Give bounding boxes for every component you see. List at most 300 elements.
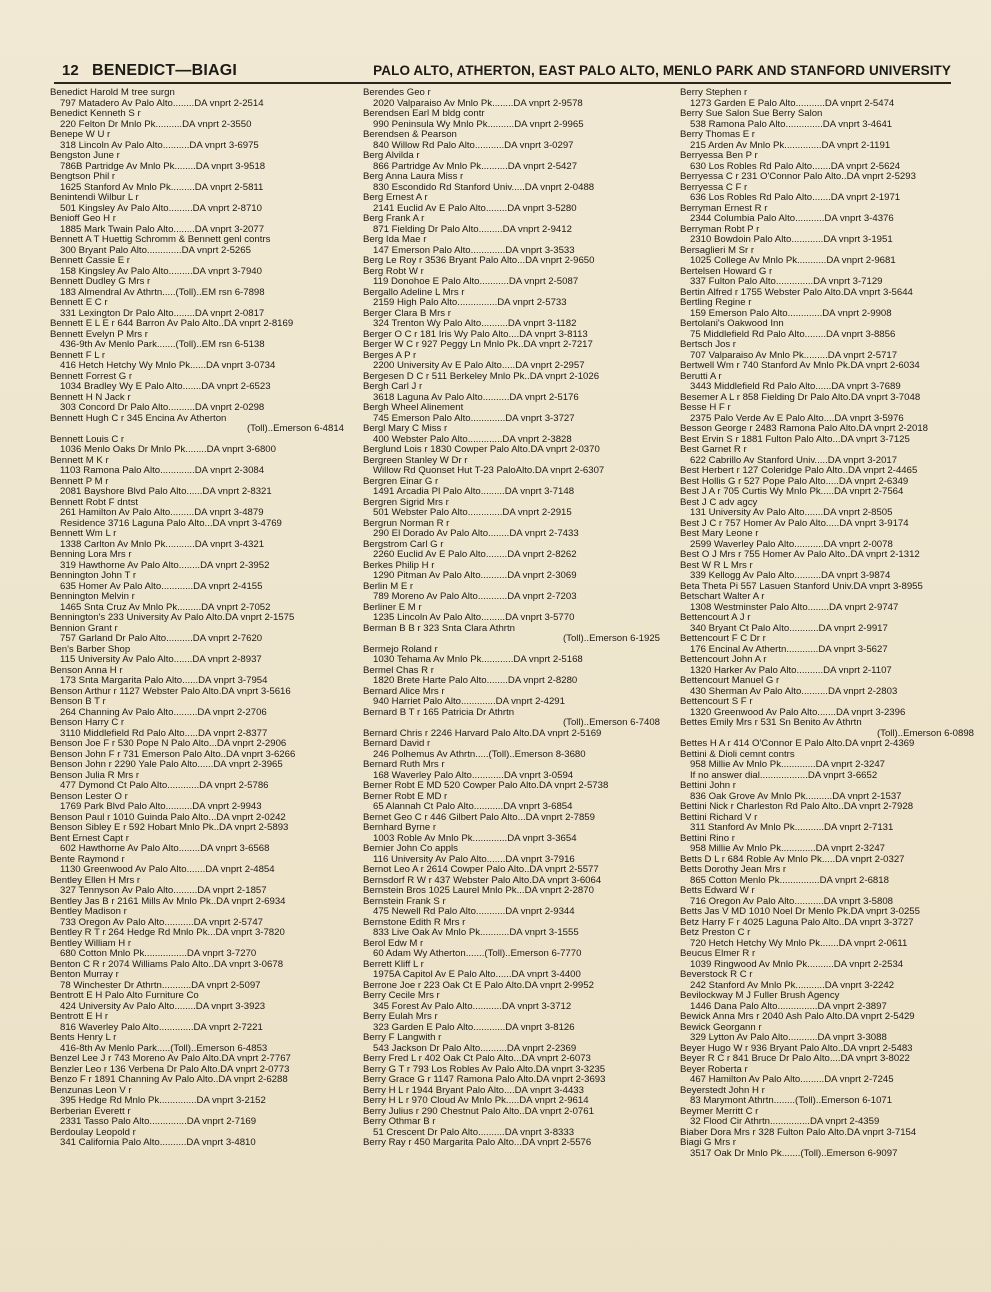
directory-line: 173 Snta Margarita Palo Alto......DA vnprt 3-7954 bbox=[60, 676, 268, 686]
directory-line: Benson Julia R Mrs r bbox=[50, 770, 140, 781]
directory-line: Bernard Ruth Mrs r bbox=[363, 760, 445, 770]
directory-line: Bennington's 233 University Av Palo Alto.DA vnprt 2-1575 bbox=[50, 613, 295, 623]
directory-line: 2344 Columbia Palo Alto...........DA vnprt 3-4376 bbox=[690, 214, 894, 224]
directory-line: Bettini Rino r bbox=[680, 833, 735, 844]
directory-line: Benzel Lee J r 743 Moreno Av Palo Alto.DA vnprt 2-7767 bbox=[50, 1054, 291, 1064]
directory-line: Best O J Mrs r 755 Homer Av Palo Alto..DA vnprt 2-1312 bbox=[680, 550, 920, 560]
directory-line: Best W R L Mrs r bbox=[680, 560, 753, 571]
directory-line: 303 Concord Dr Palo Alto..........DA vnprt 2-0298 bbox=[60, 403, 265, 413]
directory-line: 176 Encinal Av Athertn............DA vnprt 3-5627 bbox=[690, 644, 888, 655]
directory-line: 430 Sherman Av Palo Alto..........DA vnprt 2-2803 bbox=[690, 686, 898, 697]
directory-line: Biagi G Mrs r bbox=[680, 1138, 736, 1148]
page-header bbox=[54, 62, 951, 84]
directory-line: Bennett Hugh C r 345 Encina Av Atherton bbox=[50, 413, 227, 424]
directory-line: Benedict Harold M tree surgn bbox=[50, 88, 175, 98]
directory-line: Bennett Cassie E r bbox=[50, 256, 130, 266]
directory-line: Bettencourt Manuel G r bbox=[680, 676, 780, 686]
directory-line: 1290 Pitman Av Palo Alto..........DA vnprt 2-3069 bbox=[373, 571, 577, 581]
directory-line: Betts Edward W r bbox=[680, 886, 755, 896]
directory-line: Bernsdorf R W r 437 Webster Palo Alto.DA vnprt 3-6064 bbox=[363, 875, 602, 886]
directory-line: 1320 Harker Av Palo Alto..........DA vnprt 2-1107 bbox=[690, 665, 892, 676]
directory-line: Beyer Roberta r bbox=[680, 1064, 748, 1075]
directory-line: Bernard Alice Mrs r bbox=[363, 686, 445, 697]
directory-line: Bewick Georgann r bbox=[680, 1022, 762, 1033]
directory-line: 958 Millie Av Mnlo Pk.............DA vnprt 2-3247 bbox=[690, 760, 885, 770]
directory-line: Betschart Walter A r bbox=[680, 592, 765, 602]
directory-line: 290 El Dorado Av Palo Alto........DA vnprt 2-7433 bbox=[373, 529, 579, 539]
directory-line: 1820 Brete Harte Palo Alto........DA vnprt 2-8280 bbox=[373, 676, 578, 686]
directory-line: Bergh Wheel Alinement bbox=[363, 403, 464, 413]
directory-line: Bennett P M r bbox=[50, 476, 109, 487]
directory-line: Berry Fred L r 402 Oak Ct Palo Alto...DA vnprt 2-6073 bbox=[363, 1054, 591, 1064]
directory-line: Benson B T r bbox=[50, 697, 106, 707]
directory-line: Beta Theta Pi 557 Lasuen Stanford Univ.DA vnprt 3-8955 bbox=[680, 581, 923, 592]
directory-line: Berry Stephen r bbox=[680, 88, 748, 98]
directory-line: 246 Polhemus Av Athrtn.....(Toll)..Emerson 8-3680 bbox=[373, 749, 586, 760]
directory-line: Bennett Dudley G Mrs r bbox=[50, 277, 151, 287]
directory-line: Betz Harry F r 4025 Laguna Palo Alto..DA vnprt 3-3727 bbox=[680, 917, 914, 928]
directory-line: 327 Tennyson Av Palo Alto.........DA vnprt 2-1857 bbox=[60, 886, 267, 896]
directory-line: 840 Willow Rd Palo Alto...........DA vnprt 3-0297 bbox=[373, 140, 574, 151]
directory-line: Benson Sibley E r 592 Hobart Mnlo Pk..DA vnprt 2-5893 bbox=[50, 823, 289, 833]
directory-line: 1039 Ringwood Av Mnlo Pk..........DA vnprt 2-2534 bbox=[690, 959, 904, 970]
directory-line: Benzunas Leon V r bbox=[50, 1085, 132, 1096]
directory-line: 1769 Park Blvd Palo Alto..........DA vnprt 2-9943 bbox=[60, 802, 262, 812]
directory-line: (Toll)..Emerson 6-7408 bbox=[562, 718, 660, 728]
directory-line: Bennett Robt F dntst bbox=[50, 497, 138, 508]
column-2 bbox=[363, 88, 666, 1288]
directory-line: Bersaglieri M Sr r bbox=[680, 245, 755, 256]
directory-line: Bentley Ellen H Mrs r bbox=[50, 875, 141, 886]
directory-line: Bertolani's Oakwood Inn bbox=[680, 319, 784, 329]
directory-line: 2200 University Av E Palo Alto.....DA vnprt 2-2957 bbox=[373, 361, 585, 371]
directory-line: Berg Ernest A r bbox=[363, 193, 428, 203]
directory-line: Berry H L r 970 Cloud Av Mnlo Pk.....DA vnprt 2-9614 bbox=[363, 1096, 589, 1106]
directory-line: 324 Trenton Wy Palo Alto..........DA vnprt 3-1182 bbox=[373, 319, 577, 329]
directory-line: Bergallo Adeline L Mrs r bbox=[363, 287, 465, 298]
directory-line: Berry H L r 1944 Bryant Palo Alto....DA vnprt 3-4433 bbox=[363, 1085, 584, 1096]
directory-line: 436-9th Av Menlo Park.......(Toll)..EM rsn 6-5138 bbox=[60, 340, 265, 350]
directory-line: 2159 High Palo Alto...............DA vnprt 2-5733 bbox=[373, 298, 567, 308]
directory-line: 538 Ramona Palo Alto..............DA vnprt 3-4641 bbox=[690, 119, 893, 130]
directory-line: Berner Robt E MD r bbox=[363, 791, 448, 802]
directory-line: Best Mary Leone r bbox=[680, 529, 759, 539]
directory-line: Bennington Melvin r bbox=[50, 592, 135, 602]
directory-line: Bergh Carl J r bbox=[363, 382, 423, 392]
directory-line: 477 Dymond Ct Palo Alto............DA vnprt 2-5786 bbox=[60, 781, 269, 791]
directory-line: Bennett A T Huettig Schromm & Bennett genl contrs bbox=[50, 235, 271, 245]
directory-line: Bertwell Wm r 740 Stanford Av Mnlo Pk.DA vnprt 2-6034 bbox=[680, 361, 920, 371]
directory-line: 1273 Garden E Palo Alto...........DA vnprt 2-5474 bbox=[690, 98, 895, 109]
directory-line: 1625 Stanford Av Mnlo Pk.........DA vnprt 2-5811 bbox=[60, 182, 264, 193]
directory-line: 1491 Arcadia Pl Palo Alto.........DA vnprt 3-7148 bbox=[373, 487, 575, 497]
directory-line: Besse H F r bbox=[680, 403, 731, 413]
directory-line: Bevilockway M J Fuller Brush Agency bbox=[680, 991, 840, 1001]
directory-line: 475 Newell Rd Palo Alto...........DA vnprt 2-9344 bbox=[373, 907, 575, 917]
directory-line: 635 Homer Av Palo Alto............DA vnprt 2-4155 bbox=[60, 581, 263, 592]
directory-line: Berry Grace G r 1147 Ramona Palo Alto.DA vnprt 2-3693 bbox=[363, 1075, 606, 1085]
directory-line: 83 Marymont Athrtn........(Toll)..Emerson 6-1071 bbox=[690, 1096, 893, 1106]
directory-line: 115 University Av Palo Alto.......DA vnprt 2-8937 bbox=[60, 655, 262, 665]
directory-line: Benepe W U r bbox=[50, 130, 111, 140]
directory-line: Bentley Madison r bbox=[50, 907, 127, 917]
directory-line: Bertelsen Howard G r bbox=[680, 266, 773, 277]
directory-line: Bergren Einar G r bbox=[363, 476, 439, 487]
directory-line: 865 Cotton Menlo Pk...............DA vnprt 2-6818 bbox=[690, 875, 889, 886]
directory-line: Berol Edw M r bbox=[363, 938, 424, 949]
directory-line: 2260 Euclid Av E Palo Alto........DA vnprt 2-8262 bbox=[373, 550, 577, 560]
directory-line: 940 Harriet Palo Alto.............DA vnprt 2-4291 bbox=[373, 697, 565, 707]
directory-line: Berrett Kliff L r bbox=[363, 959, 424, 970]
directory-line: 1034 Bradley Wy E Palo Alto.......DA vnprt 2-6523 bbox=[60, 382, 271, 392]
directory-line: Benson Anna H r bbox=[50, 665, 123, 676]
directory-line: Bettini John r bbox=[680, 781, 736, 791]
directory-line: 1338 Carlton Av Mnlo Pk...........DA vnprt 3-4321 bbox=[60, 539, 265, 550]
directory-line: 836 Oak Grove Av Mnlo Pk..........DA vnprt 2-1537 bbox=[690, 791, 902, 802]
directory-line: 329 Lytton Av Palo Alto...........DA vnprt 3-3088 bbox=[690, 1033, 887, 1043]
directory-line: Benioff Geo H r bbox=[50, 214, 116, 224]
directory-line: Bennion Grant r bbox=[50, 623, 118, 634]
directory-line: Berman B B r 323 Snta Clara Athrtn bbox=[363, 623, 515, 634]
directory-line: 168 Waverley Palo Alto............DA vnprt 3-0594 bbox=[373, 770, 574, 781]
directory-line: 65 Alannah Ct Palo Alto...........DA vnprt 3-6854 bbox=[373, 802, 573, 812]
directory-line: 866 Partridge Av Mnlo Pk..........DA vnprt 2-5427 bbox=[373, 161, 578, 172]
directory-line: 797 Matadero Av Palo Alto........DA vnprt 2-2514 bbox=[60, 98, 264, 109]
directory-line: 1036 Menlo Oaks Dr Mnlo Pk........DA vnprt 3-6800 bbox=[60, 445, 276, 455]
directory-line: Berry Julius r 290 Chestnut Palo Alto..DA vnprt 2-0761 bbox=[363, 1106, 594, 1117]
directory-line: Bernard B T r 165 Patricia Dr Athrtn bbox=[363, 707, 515, 718]
directory-line: 1103 Ramona Palo Alto.............DA vnprt 2-3084 bbox=[60, 466, 265, 476]
directory-line: Benedict Kenneth S r bbox=[50, 109, 141, 119]
name-range: BENEDICT—BIAGI bbox=[92, 62, 238, 79]
directory-line: Bentrott E H r bbox=[50, 1012, 109, 1022]
directory-line: Berdoulay Leopold r bbox=[50, 1127, 136, 1138]
directory-line: Beymer Merritt C r bbox=[680, 1106, 759, 1117]
directory-line: 630 Los Robles Rd Palo Alto.......DA vnprt 2-5624 bbox=[690, 161, 901, 172]
directory-line: 830 Escondido Rd Stanford Univ.....DA vnprt 2-0488 bbox=[373, 182, 595, 193]
directory-line: 680 Cotton Mnlo Pk................DA vnprt 3-7270 bbox=[60, 949, 257, 959]
directory-line: Best Herbert r 127 Coleridge Palo Alto..DA vnprt 2-4465 bbox=[680, 466, 918, 476]
directory-line: 958 Millie Av Mnlo Pk.............DA vnprt 2-3247 bbox=[690, 844, 885, 854]
directory-line: Bentrott E H Palo Alto Furniture Co bbox=[50, 991, 199, 1001]
directory-line: Bentley William H r bbox=[50, 938, 132, 949]
directory-line: Berg Ida Mae r bbox=[363, 235, 427, 245]
directory-line: (Toll)..Emerson 6-0898 bbox=[876, 728, 974, 739]
directory-line: 345 Forest Av Palo Alto...........DA vnprt 3-3712 bbox=[373, 1001, 572, 1012]
directory-line: Berberian Everett r bbox=[50, 1106, 131, 1117]
directory-line: Bertin Alfred r 1755 Webster Palo Alto.DA vnprt 3-5644 bbox=[680, 287, 913, 298]
directory-line: 467 Hamilton Av Palo Alto.........DA vnprt 2-7245 bbox=[690, 1075, 894, 1085]
directory-line: Berg Anna Laura Miss r bbox=[363, 172, 464, 182]
page-number: 12 bbox=[62, 62, 79, 79]
directory-line: 32 Flood Cir Athrtn...............DA vnprt 2-4359 bbox=[690, 1117, 880, 1127]
directory-line: Bettini Richard V r bbox=[680, 812, 758, 823]
directory-line: 339 Kellogg Av Palo Alto..........DA vnprt 3-9874 bbox=[690, 571, 891, 581]
directory-line: Bernard Chris r 2246 Harvard Palo Alto.DA vnprt 2-5169 bbox=[363, 728, 602, 739]
directory-line: Bernstein Bros 1025 Laurel Mnlo Pk...DA vnprt 2-2870 bbox=[363, 886, 594, 896]
directory-line: Bergstrom Carl G r bbox=[363, 539, 444, 550]
directory-line: 789 Moreno Av Palo Alto...........DA vnprt 2-7203 bbox=[373, 592, 577, 602]
directory-line: Biaber Dora Mrs r 328 Fulton Palo Alto.DA vnprt 3-7154 bbox=[680, 1127, 917, 1138]
directory-line: Berry Sue Salon Sue Berry Salon bbox=[680, 109, 823, 119]
directory-line: Berrone Joe r 223 Oak Ct E Palo Alto.DA vnprt 2-9952 bbox=[363, 980, 594, 991]
directory-line: Benson Harry C r bbox=[50, 718, 125, 728]
directory-line: 147 Emerson Palo Alto.............DA vnprt 3-3533 bbox=[373, 245, 575, 256]
directory-line: Bewick Anna Mrs r 2040 Ash Palo Alto.DA vnprt 2-5429 bbox=[680, 1012, 915, 1022]
directory-line: Beyer R C r 841 Bruce Dr Palo Alto....DA vnprt 3-8022 bbox=[680, 1054, 910, 1064]
directory-line: Bettencourt S F r bbox=[680, 697, 753, 707]
directory-line: Besson George r 2483 Ramona Palo Alto.DA vnprt 2-2018 bbox=[680, 424, 928, 434]
directory-line: 1025 College Av Mnlo Pk...........DA vnprt 2-9681 bbox=[690, 256, 896, 266]
directory-line: 1465 Snta Cruz Av Mnlo Pk.........DA vnprt 2-7052 bbox=[60, 602, 271, 613]
directory-line: Benson John F r 731 Emerson Palo Alto..DA vnprt 3-6266 bbox=[50, 749, 296, 760]
directory-line: 78 Winchester Dr Athrtn...........DA vnprt 2-5097 bbox=[60, 980, 261, 991]
directory-line: 816 Waverley Palo Alto.............DA vnprt 2-7221 bbox=[60, 1022, 263, 1033]
directory-line: Berry Cecile Mrs r bbox=[363, 991, 440, 1001]
directory-line: 400 Webster Palo Alto.............DA vnprt 2-3828 bbox=[373, 434, 572, 445]
directory-line: 2081 Bayshore Blvd Palo Alto......DA vnprt 2-8321 bbox=[60, 487, 272, 497]
directory-line: Bennett E C r bbox=[50, 298, 108, 308]
directory-line: Benton C R r 2074 Williams Palo Alto..DA vnprt 3-0678 bbox=[50, 959, 284, 970]
directory-line: Best J C adv agcy bbox=[680, 497, 758, 508]
directory-line: Bertling Regine r bbox=[680, 298, 752, 308]
directory-line: 2020 Valparaiso Av Mnlo Pk........DA vnprt 2-9578 bbox=[373, 98, 583, 109]
directory-line: 745 Emerson Palo Alto.............DA vnprt 3-3727 bbox=[373, 413, 575, 424]
directory-line: Berry Thomas E r bbox=[680, 130, 755, 140]
directory-line: Berryman Ernest R r bbox=[680, 203, 768, 214]
directory-line: Bentley Jas B r 2161 Mills Av Mnlo Pk..DA vnprt 2-6934 bbox=[50, 896, 286, 907]
directory-line: 159 Emerson Palo Alto.............DA vnprt 2-9908 bbox=[690, 308, 892, 319]
directory-line: Bernot Leo A r 2614 Cowper Palo Alto..DA vnprt 2-5577 bbox=[363, 865, 599, 875]
directory-line: 3618 Laguna Av Palo Alto..........DA vnprt 2-5176 bbox=[373, 392, 579, 403]
directory-line: Berendsen & Pearson bbox=[363, 130, 457, 140]
directory-line: Bennett Wm L r bbox=[50, 529, 117, 539]
directory-line: Benson Lester O r bbox=[50, 791, 128, 802]
directory-line: Berry G T r 793 Los Robles Av Palo Alto.DA vnprt 3-3235 bbox=[363, 1064, 606, 1075]
directory-line: 757 Garland Dr Palo Alto..........DA vnprt 2-7620 bbox=[60, 634, 263, 644]
directory-line: Berryessa C r 231 O'Connor Palo Alto..DA vnprt 2-5293 bbox=[680, 172, 916, 182]
directory-line: 51 Crescent Dr Palo Alto..........DA vnprt 3-8333 bbox=[373, 1127, 575, 1138]
directory-line: Bents Henry L r bbox=[50, 1033, 117, 1043]
directory-line: 340 Bryant Ct Palo Alto...........DA vnprt 2-9917 bbox=[690, 623, 888, 634]
directory-line: 395 Hedge Rd Mnlo Pk..............DA vnprt 3-2152 bbox=[60, 1096, 266, 1106]
directory-line: Berger O C r 181 Iris Wy Palo Alto....DA vnprt 3-8113 bbox=[363, 329, 588, 340]
directory-line: 341 California Palo Alto..........DA vnprt 3-4810 bbox=[60, 1138, 256, 1148]
directory-line: 3443 Middlefield Rd Palo Alto......DA vnprt 3-7689 bbox=[690, 382, 901, 392]
directory-line: 716 Oregon Av Palo Alto...........DA vnprt 3-5808 bbox=[690, 896, 894, 907]
directory-line: 183 Almendral Av Athrtn.....(Toll)..EM rsn 6-7898 bbox=[60, 287, 265, 298]
directory-line: Bergl Mary C Miss r bbox=[363, 424, 448, 434]
directory-line: 2310 Bowdoin Palo Alto............DA vnprt 3-1951 bbox=[690, 235, 893, 245]
directory-line: 501 Kingsley Av Palo Alto.........DA vnprt 2-8710 bbox=[60, 203, 262, 214]
directory-line: 215 Arden Av Mnlo Pk..............DA vnprt 2-1191 bbox=[690, 140, 891, 151]
directory-line: 311 Stanford Av Mnlo Pk...........DA vnprt 2-7131 bbox=[690, 823, 894, 833]
directory-line: Benson Joe F r 530 Pope N Palo Alto...DA vnprt 2-2906 bbox=[50, 739, 287, 749]
directory-line: Bennington John T r bbox=[50, 571, 137, 581]
column-3 bbox=[680, 88, 980, 1288]
directory-line: Berglund Lois r 1830 Cowper Palo Alto.DA vnprt 2-0370 bbox=[363, 445, 600, 455]
directory-line: Bettencourt John A r bbox=[680, 655, 767, 665]
directory-line: Bennett Forrest G r bbox=[50, 371, 133, 382]
column-1 bbox=[50, 88, 350, 1288]
directory-line: Residence 3716 Laguna Palo Alto...DA vnprt 3-4769 bbox=[60, 518, 282, 529]
directory-line: Berutti A r bbox=[680, 371, 722, 382]
directory-line: Benzler Leo r 136 Verbena Dr Palo Alto.DA vnprt 2-0773 bbox=[50, 1064, 290, 1075]
directory-line: Best Hollis G r 527 Pope Palo Alto.....DA vnprt 2-6349 bbox=[680, 476, 909, 487]
directory-line: Bernier John Co appls bbox=[363, 844, 458, 854]
directory-line: 2599 Waverley Palo Alto...........DA vnprt 2-0078 bbox=[690, 539, 893, 550]
directory-line: Berryman Robt P r bbox=[680, 224, 760, 235]
directory-line: 300 Bryant Palo Alto.............DA vnprt 2-5265 bbox=[60, 245, 251, 256]
directory-line: 3110 Middlefield Rd Palo Alto.....DA vnprt 2-8377 bbox=[60, 728, 268, 739]
directory-line: Bergesen D C r 511 Berkeley Mnlo Pk..DA vnprt 2-1026 bbox=[363, 371, 600, 382]
directory-line: 1003 Roble Av Mnlo Pk.............DA vnprt 3-3654 bbox=[373, 833, 577, 844]
directory-line: Benson Arthur r 1127 Webster Palo Alto.DA vnprt 3-5616 bbox=[50, 686, 291, 697]
directory-line: 1235 Lincoln Av Palo Alto.........DA vnprt 3-5770 bbox=[373, 613, 575, 623]
directory-line: Bente Raymond r bbox=[50, 854, 125, 865]
directory-line: Bertsch Jos r bbox=[680, 340, 736, 350]
directory-line: Bettes Emily Mrs r 531 Sn Benito Av Athrtn bbox=[680, 718, 862, 728]
directory-line: Berkes Philip H r bbox=[363, 560, 435, 571]
directory-line: Bermejo Roland r bbox=[363, 644, 438, 655]
directory-line: Bettini & Dioli cemnt contrs bbox=[680, 749, 795, 760]
directory-line: 416 Hetch Hetchy Wy Mnlo Pk......DA vnprt 3-0734 bbox=[60, 361, 276, 371]
directory-line: 2141 Euclid Av E Palo Alto........DA vnprt 3-5280 bbox=[373, 203, 577, 214]
directory-line: 871 Fielding Dr Palo Alto.........DA vnprt 2-9412 bbox=[373, 224, 572, 235]
directory-line: Berliner E M r bbox=[363, 602, 422, 613]
directory-line: Benzo F r 1891 Channing Av Palo Alto..DA vnprt 2-6288 bbox=[50, 1075, 288, 1085]
directory-line: Beyer Hugo W r 936 Bryant Palo Alto..DA vnprt 2-5483 bbox=[680, 1043, 913, 1054]
directory-line: 1975A Capitol Av E Palo Alto......DA vnprt 3-4400 bbox=[373, 970, 581, 980]
directory-line: 264 Channing Av Palo Alto.........DA vnprt 2-2706 bbox=[60, 707, 267, 718]
directory-line: 1030 Tehama Av Mnlo Pk............DA vnprt 2-5168 bbox=[373, 655, 583, 665]
directory-line: Bettencourt F C Dr r bbox=[680, 634, 766, 644]
directory-line: (Toll)..Emerson 6-1925 bbox=[562, 634, 660, 644]
directory-line: 337 Fulton Palo Alto..............DA vnprt 3-7129 bbox=[690, 277, 883, 287]
directory-line: Betts Jas V MD 1010 Noel Dr Menlo Pk.DA vnprt 3-0255 bbox=[680, 907, 920, 917]
directory-line: Berges A P r bbox=[363, 350, 417, 361]
directory-line: Bentley R T r 264 Hedge Rd Mnlo Pk...DA vnprt 3-7820 bbox=[50, 928, 285, 938]
directory-line: 2331 Tasso Palo Alto..............DA vnprt 2-7169 bbox=[60, 1117, 257, 1127]
directory-line: 158 Kingsley Av Palo Alto.........DA vnprt 3-7940 bbox=[60, 266, 262, 277]
directory-line: Beucus Elmer R r bbox=[680, 949, 756, 959]
directory-line: Betz Preston C r bbox=[680, 928, 751, 938]
directory-line: 990 Peninsula Wy Mnlo Pk..........DA vnprt 2-9965 bbox=[373, 119, 584, 130]
directory-line: Best J C r 757 Homer Av Palo Alto.....DA vnprt 3-9174 bbox=[680, 518, 909, 529]
directory-line: Beyerstedt John H r bbox=[680, 1085, 765, 1096]
directory-line: Bettencourt A J r bbox=[680, 613, 751, 623]
directory-line: Berlin M E r bbox=[363, 581, 414, 592]
region-title: PALO ALTO, ATHERTON, EAST PALO ALTO, MENLO PARK AND STANFORD UNIVERSITY bbox=[373, 63, 951, 78]
directory-line: Benintendi Wilbur L r bbox=[50, 193, 139, 203]
directory-line: 331 Lexington Dr Palo Alto........DA vnprt 2-0817 bbox=[60, 308, 265, 319]
directory-line: 543 Jackson Dr Palo Alto..........DA vnprt 2-2369 bbox=[373, 1043, 577, 1054]
directory-line: Bernstein Frank S r bbox=[363, 896, 446, 907]
directory-line: Bernet Geo C r 446 Gilbert Palo Alto...DA vnprt 2-7859 bbox=[363, 812, 595, 823]
directory-line: If no answer dial..................DA vnprt 3-6652 bbox=[690, 770, 878, 781]
directory-line: Benton Murray r bbox=[50, 970, 119, 980]
directory-line: Bernard David r bbox=[363, 739, 431, 749]
directory-line: Betts D L r 684 Roble Av Mnlo Pk.....DA vnprt 2-0327 bbox=[680, 854, 905, 865]
directory-line: 3517 Oak Dr Mnlo Pk.......(Toll)..Emerson 6-9097 bbox=[690, 1148, 898, 1159]
directory-line: Berger Clara B Mrs r bbox=[363, 308, 451, 319]
directory-line: 261 Hamilton Av Palo Alto.........DA vnprt 3-4879 bbox=[60, 508, 264, 518]
directory-line: Berger W C r 927 Peggy Ln Mnlo Pk..DA vnprt 2-7217 bbox=[363, 340, 593, 350]
directory-line: Bergrun Norman R r bbox=[363, 518, 450, 529]
directory-line: 1130 Greenwood Av Palo Alto.......DA vnprt 2-4854 bbox=[60, 865, 275, 875]
directory-line: Bengtson Phil r bbox=[50, 172, 116, 182]
directory-line: 786B Partridge Av Mnlo Pk........DA vnprt 3-9518 bbox=[60, 161, 266, 172]
directory-line: Berg Frank A r bbox=[363, 214, 425, 224]
directory-line: Berry Eulah Mrs r bbox=[363, 1012, 438, 1022]
directory-line: Bennett M K r bbox=[50, 455, 109, 466]
directory-line: 720 Hetch Hetchy Wy Mnlo Pk.......DA vnprt 2-0611 bbox=[690, 938, 908, 949]
directory-line: Bernhard Byrne r bbox=[363, 823, 437, 833]
directory-line: Berg Alvilda r bbox=[363, 151, 420, 161]
directory-line: 319 Hawthorne Av Palo Alto........DA vnprt 2-3952 bbox=[60, 560, 270, 571]
directory-line: 318 Lincoln Av Palo Alto..........DA vnprt 3-6975 bbox=[60, 140, 259, 151]
directory-line: 75 Middlefield Rd Palo Alto........DA vnprt 3-8856 bbox=[690, 329, 896, 340]
directory-line: Berryessa Ben P r bbox=[680, 151, 758, 161]
directory-line: 1320 Greenwood Av Palo Alto.......DA vnprt 3-2396 bbox=[690, 707, 906, 718]
directory-line: Bent Ernest Capt r bbox=[50, 833, 129, 844]
directory-line: Bergren Sigrid Mrs r bbox=[363, 497, 449, 508]
directory-line: Bennett E L E r 644 Barron Av Palo Alto..DA vnprt 2-8169 bbox=[50, 319, 294, 329]
directory-line: 220 Felton Dr Mnlo Pk..........DA vnprt 2-3550 bbox=[60, 119, 252, 130]
directory-line: 602 Hawthorne Av Palo Alto........DA vnprt 3-6568 bbox=[60, 844, 270, 854]
directory-line: Bernstone Edith R Mrs r bbox=[363, 917, 466, 928]
directory-line: 119 Donohoe E Palo Alto...........DA vnprt 2-5087 bbox=[373, 277, 579, 287]
directory-line: Benson John r 2290 Yale Palo Alto......DA vnprt 2-3965 bbox=[50, 760, 283, 770]
directory-line: Benson Paul r 1010 Guinda Palo Alto...DA vnprt 2-0242 bbox=[50, 812, 286, 823]
directory-line: Best Garnet R r bbox=[680, 445, 747, 455]
directory-line: Bennett Louis C r bbox=[50, 434, 125, 445]
directory-line: Bengston June r bbox=[50, 151, 120, 161]
directory-line: Bettini Nick r Charleston Rd Palo Alto..DA vnprt 2-7928 bbox=[680, 802, 914, 812]
directory-line: Berg Robt W r bbox=[363, 266, 424, 277]
directory-line: 424 University Av Palo Alto........DA vnprt 3-3923 bbox=[60, 1001, 266, 1012]
directory-line: Betts Dorothy Jean Mrs r bbox=[680, 865, 787, 875]
directory-line: Ben's Barber Shop bbox=[50, 644, 131, 655]
directory-line: Berry Ray r 450 Margarita Palo Alto...DA vnprt 2-5576 bbox=[363, 1138, 592, 1148]
directory-line: 416-8th Av Menlo Park.....(Toll)..Emerson 6-4853 bbox=[60, 1043, 268, 1054]
directory-line: Best J A r 705 Curtis Wy Mnlo Pk.....DA vnprt 2-7564 bbox=[680, 487, 904, 497]
directory-line: Berendes Geo r bbox=[363, 88, 431, 98]
directory-line: Bettes H A r 414 O'Connor E Palo Alto.DA vnprt 2-4369 bbox=[680, 739, 915, 749]
directory-line: 2375 Palo Verde Av E Palo Alto....DA vnprt 3-5976 bbox=[690, 413, 904, 424]
directory-line: 131 University Av Palo Alto.......DA vnprt 2-8505 bbox=[690, 508, 893, 518]
directory-line: 60 Adam Wy Atherton.......(Toll)..Emerson 6-7770 bbox=[373, 949, 582, 959]
directory-line: Berryessa C F r bbox=[680, 182, 748, 193]
directory-line: 1308 Westminster Palo Alto........DA vnprt 2-9747 bbox=[690, 602, 899, 613]
directory-line: 622 Cabrillo Av Stanford Univ.....DA vnprt 3-2017 bbox=[690, 455, 898, 466]
directory-line: 323 Garden E Palo Alto............DA vnprt 3-8126 bbox=[373, 1022, 575, 1033]
directory-line: Bennett H N Jack r bbox=[50, 392, 131, 403]
directory-line: 1885 Mark Twain Palo Alto........DA vnprt 3-2077 bbox=[60, 224, 265, 235]
directory-line: 116 University Av Palo Alto.......DA vnprt 3-7916 bbox=[373, 854, 575, 865]
directory-line: 242 Stanford Av Mnlo Pk...........DA vnprt 3-2242 bbox=[690, 980, 895, 991]
directory-line: 1446 Dana Palo Alto...............DA vnprt 2-3897 bbox=[690, 1001, 887, 1012]
directory-line: Bennett F L r bbox=[50, 350, 106, 361]
directory-line: Berner Robt E MD 520 Cowper Palo Alto.DA vnprt 2-5738 bbox=[363, 781, 609, 791]
directory-line: Berendsen Earl M bldg contr bbox=[363, 109, 485, 119]
directory-line: 833 Live Oak Av Mnlo Pk...........DA vnprt 3-1555 bbox=[373, 928, 579, 938]
directory-line: Berg Le Roy r 3536 Bryant Palo Alto...DA vnprt 2-9650 bbox=[363, 256, 595, 266]
directory-line: Bennett Evelyn P Mrs r bbox=[50, 329, 148, 340]
directory-line: Willow Rd Quonset Hut T-23 PaloAlto.DA vnprt 2-6307 bbox=[373, 466, 605, 476]
directory-line: Beverstock R C r bbox=[680, 970, 753, 980]
directory-line: Bergreen Stanley W Dr r bbox=[363, 455, 468, 466]
